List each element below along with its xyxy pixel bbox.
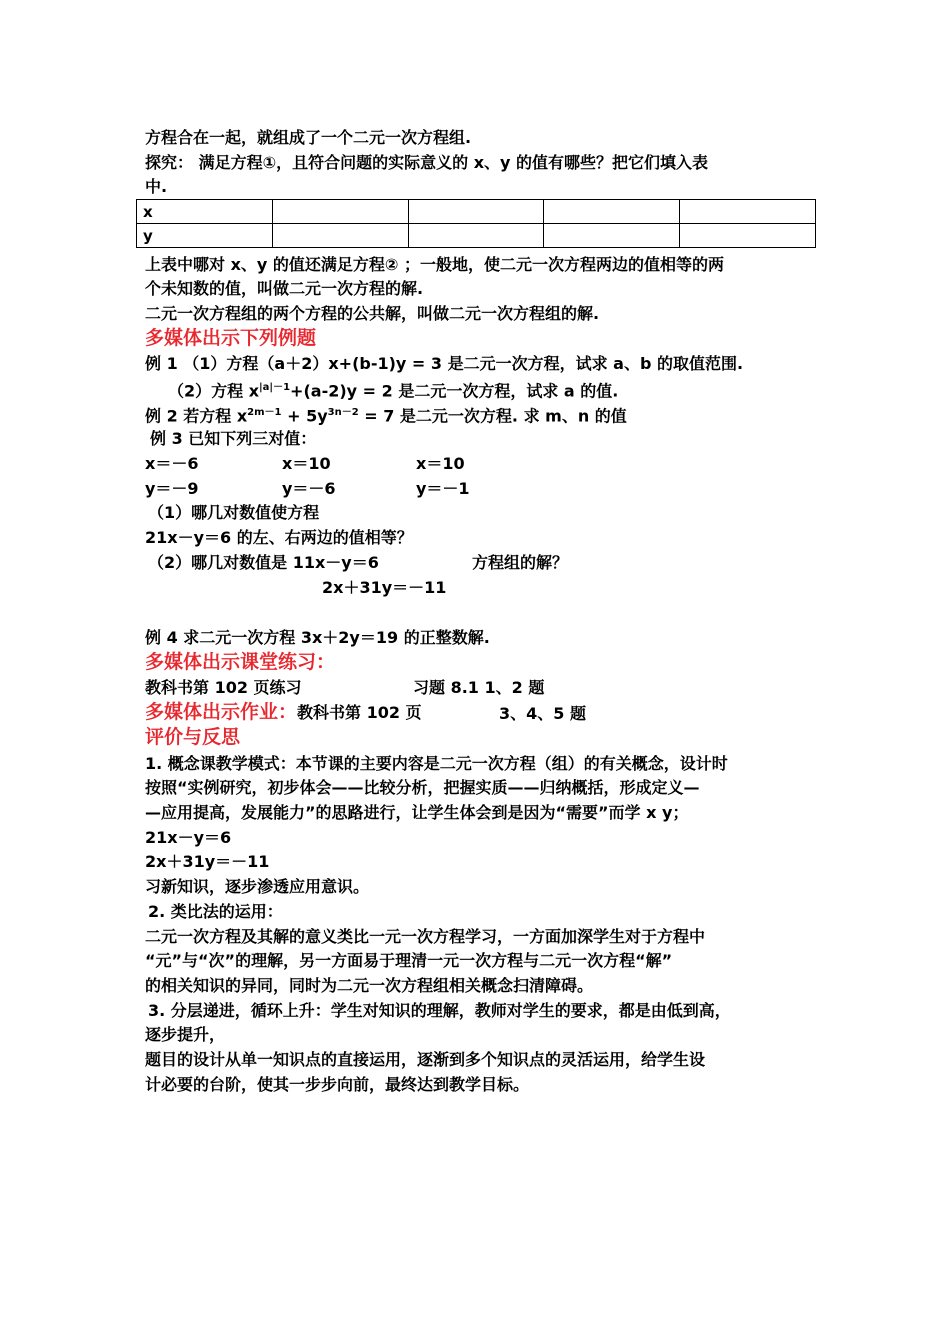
text-line: 2. 类比法的运用：	[148, 902, 283, 921]
pair-x3: x＝10	[416, 454, 465, 473]
example-1-line: 例 1 （1）方程（a＋2）x+(b-1)y = 3 是二元一次方程，试求 a、b 的取值范围.	[145, 354, 744, 373]
example-2-line: 例 2 若方程 $x^{2m-1} + 5y^{3n-2} = 7$ 是二元一次方程. 求 m、n 的值	[145, 406, 627, 426]
text-line: 3. 分层递进，循环上升：学生对知识的理解，教师对学生的要求，都是由低到高，	[148, 1001, 731, 1020]
text-line: 的相关知识的异同，同时为二元一次方程组相关概念扫清障碍。	[145, 976, 594, 995]
example-1-part-2: （2）方程 $x^{|a|-1}+(a-2)y = 2$ 是二元一次方程，试求 a 的值.	[168, 381, 619, 401]
table-cell	[272, 224, 408, 248]
text-line: 习新知识，逐步渗透应用意识。	[145, 877, 370, 896]
pair-x1: x＝－6	[145, 454, 199, 473]
text-line: 上表中哪对 x、y 的值还满足方程② ；一般地，使二元一次方程两边的值相等的两	[145, 255, 725, 274]
pair-y1: y＝－9	[145, 479, 199, 498]
text-line: 1. 概念课教学模式：本节课的主要内容是二元一次方程（组）的有关概念，设计时	[145, 754, 728, 773]
table-cell	[408, 200, 544, 224]
text-line: 21x－y＝6 的左、右两边的值相等？	[145, 528, 413, 547]
equation-line: 2x＋31y＝－11	[145, 852, 270, 871]
equation-line: 2x＋31y＝－11	[322, 578, 447, 597]
text-line: 习题 8.1 1、2 题	[413, 678, 545, 697]
text-line: 中.	[145, 177, 168, 196]
row-header-y: y	[137, 224, 273, 248]
text-line: 探究： 满足方程①，且符合问题的实际意义的 x、y 的值有哪些？把它们填入表	[145, 153, 709, 172]
homework-line: 多媒体出示作业：教科书第 102 页	[145, 701, 422, 723]
table-cell	[680, 200, 816, 224]
section-heading: 多媒体出示课堂练习：	[145, 651, 336, 673]
text-line: 3、4、5 题	[499, 704, 586, 723]
text-line: 按照“实例研究，初步体会——比较分析，把握实质——归纳概括，形成定义—	[145, 778, 700, 797]
text-line: 二元一次方程组的两个方程的公共解，叫做二元一次方程组的解.	[145, 304, 600, 323]
text-line: —应用提高，发展能力”的思路进行，让学生体会到是因为“需要”而学 x y；	[145, 803, 689, 822]
text-line: 教科书第 102 页练习	[145, 678, 302, 697]
section-heading: 评价与反思	[145, 726, 241, 748]
text-line: 方程合在一起，就组成了一个二元一次方程组.	[145, 128, 472, 147]
table-row	[137, 224, 816, 248]
table-cell	[680, 224, 816, 248]
text-line: 个未知数的值，叫做二元一次方程的解.	[145, 279, 424, 298]
table-cell	[408, 224, 544, 248]
table-cell	[272, 200, 408, 224]
text-line: “元”与“次”的理解，另一方面易于理清一元一次方程与二元一次方程“解”	[145, 951, 673, 970]
example-3-line: 例 3 已知下列三对值：	[150, 429, 317, 448]
text-line: 方程组的解？	[472, 553, 569, 572]
table-cell	[544, 200, 680, 224]
equation-line: 21x－y＝6	[145, 828, 232, 847]
text-line: （2）哪几对数值是 11x－y＝6	[148, 553, 379, 572]
text-line: 逐步提升，	[145, 1025, 226, 1044]
text-line: 计必要的台阶，使其一步步向前，最终达到教学目标。	[145, 1075, 530, 1094]
example-4-line: 例 4 求二元一次方程 3x＋2y＝19 的正整数解.	[145, 628, 490, 647]
table-row	[137, 200, 816, 224]
text-line: 题目的设计从单一知识点的直接运用，逐渐到多个知识点的灵活运用，给学生设	[145, 1050, 706, 1069]
section-heading: 多媒体出示作业：	[145, 701, 298, 723]
pair-y2: y＝－6	[282, 479, 336, 498]
section-heading: 多媒体出示下列例题	[145, 327, 317, 349]
pair-x2: x＝10	[282, 454, 331, 473]
table-cell	[544, 224, 680, 248]
xy-value-table	[136, 199, 816, 248]
text-line: （1）哪几对数值使方程	[148, 503, 320, 522]
text-line: 二元一次方程及其解的意义类比一元一次方程学习，一方面加深学生对于方程中	[145, 927, 706, 946]
pair-y3: y＝－1	[416, 479, 470, 498]
row-header-x: x	[137, 200, 273, 224]
